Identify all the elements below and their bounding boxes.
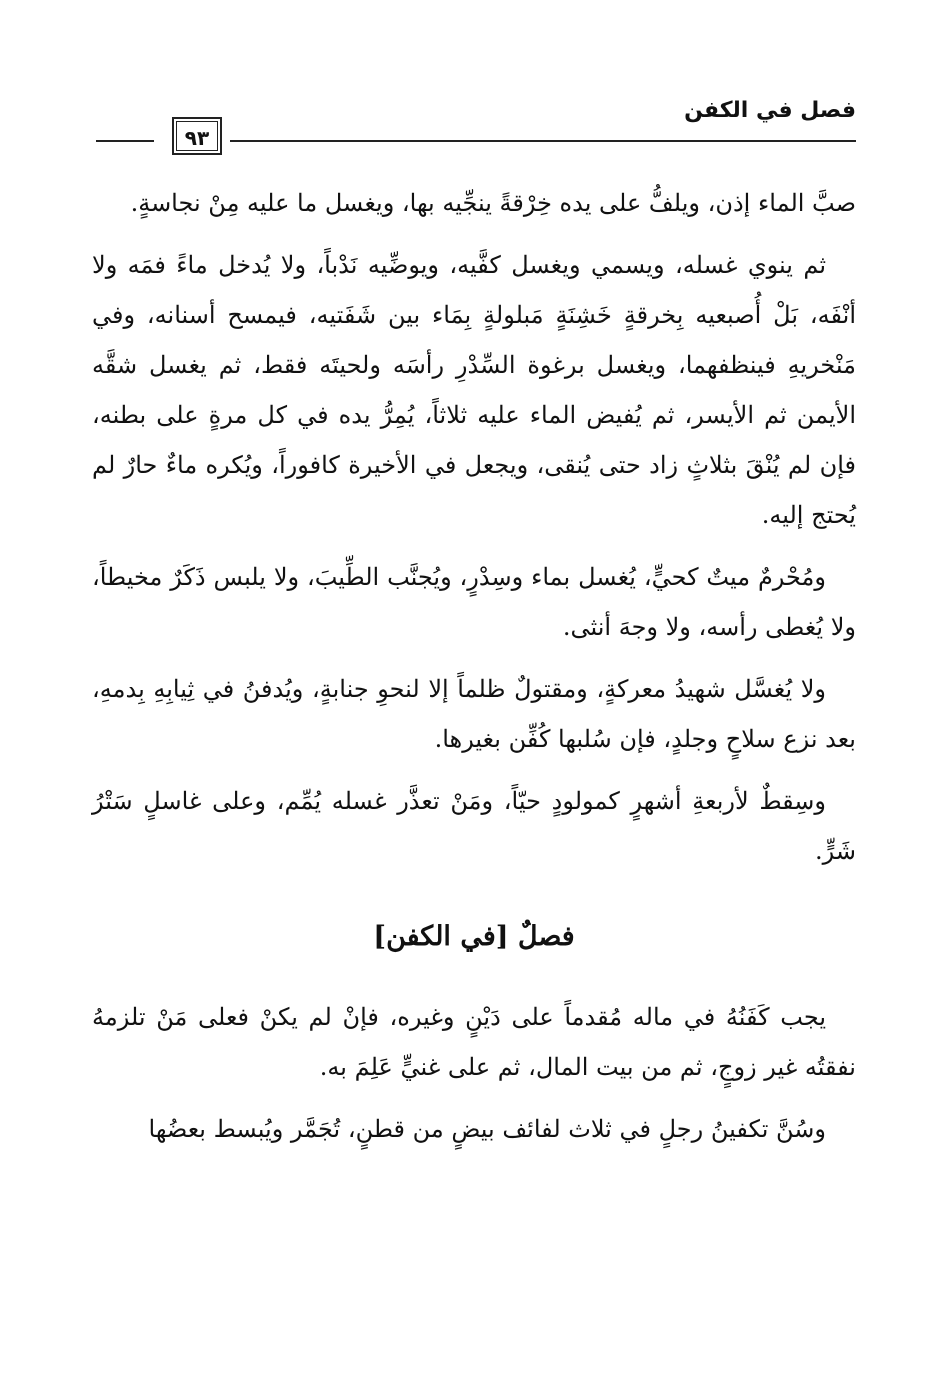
page-number: ٩٣ [172,117,222,155]
header-rule-left [96,140,154,142]
page-body [92,178,856,1166]
section-paragraph-2: وسُنَّ تكفينُ رجلٍ في ثلاث لفائف بيضٍ من قطنٍ، تُجَمَّر ويُبسط بعضُها [148,1115,826,1143]
paragraph-3: ومُحْرمٌ ميتٌ كحيٍّ، يُغسل بماء وسِدْرٍ، ويُجنَّب الطِّيبَ، ولا يلبس ذَكَرٌ مخيطاً، ولا يُغطى رأسه، ولا وجهَ أنثى. [92,563,856,641]
paragraph-4: ولا يُغسَّل شهيدُ معركةٍ، ومقتولٌ ظلماً إلا لنحوِ جنابةٍ، ويُدفنُ في ثِيابِهِ بِدمهِ، بعد نزع سلاحٍ وجلدٍ، فإن سُلبها كُفِّن بغيرها. [92,675,856,753]
paragraph-5: وسِقطٌ لأربعةِ أشهرٍ كمولودٍ حيّاً، ومَنْ تعذَّر غسله يُمِّم، وعلى غاسلٍ سَتْرُ شَرٍّ. [92,787,856,865]
section-heading: فصلٌ [في الكفن] [373,921,575,952]
section-paragraph-1: يجب كَفَنُهُ في ماله مُقدماً على دَيْنٍ وغيره، فإنْ لم يكنْ فعلى مَنْ تلزمهُ نفقتُه غير زوجٍ، ثم من بيت المال، ثم على غنيٍّ عَلِمَ به. [92,1003,856,1081]
paragraph-2: ثم ينوي غسله، ويسمي ويغسل كفَّيه، ويوضِّيه نَدْباً، ولا يُدخل ماءً فمَه ولا أنْفَه، بَلْ أُصبعيه بِخرقةٍ خَشِنَةٍ مَبلولةٍ بِمَاء بين شَفَتيه، فيمسح أسنانه، وفي مَنْخريهِ فينظفهما، ويغسل برغوة السِّدْرِ رأسَه ولحيتَه فقط، ثم يغسل شقَّه الأيمن ثم الأيسر، ثم يُفيض الماء عليه ثلاثاً، يُمِرُّ يده في كل مرةٍ على بطنه، فإن لم يُنْقَ بثلاثٍ زاد حتى يُنقى، ويجعل في الأخيرة كافوراً، ويُكره ماءٌ حارٌ لم يُحتج إليه. [92,251,856,529]
paragraph-1: صبَّ الماء إذن، ويلفُّ على يده خِرْقةً ينجِّيه بها، ويغسل ما عليه مِنْ نجاسةٍ. [130,189,856,217]
running-header-title: فصل في الكفن [684,98,856,123]
header-rule-right [230,140,856,142]
